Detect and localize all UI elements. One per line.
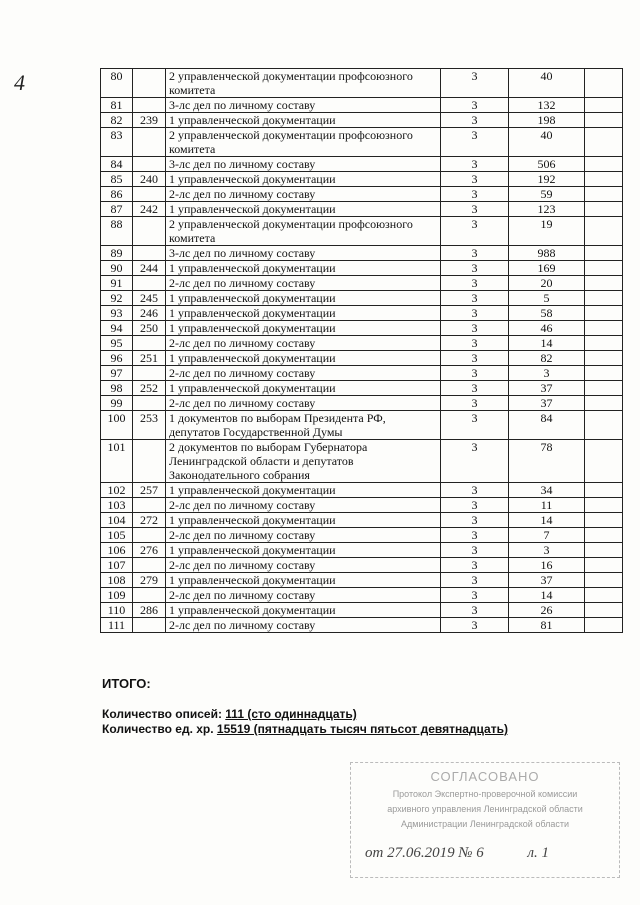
description-cell: 1 управленческой документации [166,483,441,498]
units-count-cell: 20 [509,276,585,291]
notes-cell [585,157,623,172]
table-row [101,276,623,291]
storage-units-value: 15519 (пятнадцать тысяч пятьсот девятнадцать) [216,722,508,736]
margin-mark: 4 [14,70,25,95]
table-row [101,483,623,498]
row-number-cell: 105 [101,528,133,543]
table-row [101,128,623,157]
description-cell: 2-лс дел по личному составу [166,366,441,381]
fund-number-cell: 272 [133,513,166,528]
storage-term-cell: 3 [441,306,509,321]
storage-term-cell: 3 [441,588,509,603]
notes-cell [585,543,623,558]
units-count-cell: 988 [509,246,585,261]
fund-number-cell: 239 [133,113,166,128]
row-number-cell: 96 [101,351,133,366]
table-row [101,321,623,336]
row-number-cell: 93 [101,306,133,321]
fund-number-cell: 246 [133,306,166,321]
notes-cell [585,172,623,187]
notes-cell [585,381,623,396]
inventories-count-value: 111 (сто одиннадцать) [225,707,357,721]
description-cell: 2-лс дел по личному составу [166,558,441,573]
table-row [101,306,623,321]
storage-term-cell: 3 [441,543,509,558]
fund-number-cell [133,128,166,157]
description-cell: 2 управленческой документации профсоюзного комитета [166,128,441,157]
totals-heading: ИТОГО: [102,676,151,691]
notes-cell [585,396,623,411]
inventories-count-label: Количество описей: [102,707,222,721]
row-number-cell: 103 [101,498,133,513]
fund-number-cell [133,366,166,381]
units-count-cell: 5 [509,291,585,306]
row-number-cell: 91 [101,276,133,291]
units-count-cell: 3 [509,543,585,558]
units-count-cell: 506 [509,157,585,172]
description-cell: 2-лс дел по личному составу [166,276,441,291]
stamp-sheet: л. 1 [527,845,550,861]
fund-number-cell [133,69,166,98]
fund-number-cell [133,396,166,411]
notes-cell [585,440,623,483]
description-cell: 2-лс дел по личному составу [166,396,441,411]
stamp-date-line [351,845,619,862]
storage-term-cell: 3 [441,202,509,217]
units-count-cell: 14 [509,336,585,351]
units-count-cell: 14 [509,588,585,603]
stamp-line-2: архивного управления Ленинградской области [387,804,583,814]
fund-number-cell: 253 [133,411,166,440]
units-count-cell: 192 [509,172,585,187]
notes-cell [585,69,623,98]
storage-term-cell: 3 [441,69,509,98]
fund-number-cell: 245 [133,291,166,306]
table-row [101,217,623,246]
fund-number-cell [133,440,166,483]
storage-term-cell: 3 [441,246,509,261]
description-cell: 1 управленческой документации [166,603,441,618]
fund-number-cell: 286 [133,603,166,618]
units-count-cell: 59 [509,187,585,202]
notes-cell [585,411,623,440]
storage-term-cell: 3 [441,498,509,513]
description-cell: 1 управленческой документации [166,291,441,306]
table-row [101,603,623,618]
notes-cell [585,498,623,513]
fund-number-cell [133,187,166,202]
units-count-cell: 3 [509,366,585,381]
table-row [101,202,623,217]
fund-number-cell [133,588,166,603]
notes-cell [585,558,623,573]
table-row [101,172,623,187]
storage-term-cell: 3 [441,528,509,543]
row-number-cell: 92 [101,291,133,306]
units-count-cell: 11 [509,498,585,513]
description-cell: 1 управленческой документации [166,202,441,217]
row-number-cell: 102 [101,483,133,498]
fund-number-cell: 276 [133,543,166,558]
row-number-cell: 80 [101,69,133,98]
notes-cell [585,217,623,246]
row-number-cell: 107 [101,558,133,573]
table-row [101,588,623,603]
notes-cell [585,202,623,217]
units-count-cell: 58 [509,306,585,321]
table-row [101,187,623,202]
row-number-cell: 111 [101,618,133,633]
description-cell: 3-лс дел по личному составу [166,246,441,261]
description-cell: 2-лс дел по личному составу [166,618,441,633]
table-row [101,513,623,528]
units-count-cell: 132 [509,98,585,113]
description-cell: 3-лс дел по личному составу [166,157,441,172]
fund-number-cell: 279 [133,573,166,588]
table-row [101,411,623,440]
storage-term-cell: 3 [441,113,509,128]
notes-cell [585,261,623,276]
notes-cell [585,366,623,381]
table-row [101,98,623,113]
notes-cell [585,276,623,291]
notes-cell [585,113,623,128]
storage-term-cell: 3 [441,381,509,396]
fund-number-cell: 257 [133,483,166,498]
storage-term-cell: 3 [441,366,509,381]
table-row [101,291,623,306]
description-cell: 2-лс дел по личному составу [166,498,441,513]
description-cell: 1 управленческой документации [166,113,441,128]
units-count-cell: 123 [509,202,585,217]
fund-number-cell [133,336,166,351]
storage-term-cell: 3 [441,172,509,187]
row-number-cell: 95 [101,336,133,351]
storage-term-cell: 3 [441,261,509,276]
row-number-cell: 108 [101,573,133,588]
table-row [101,366,623,381]
description-cell: 1 управленческой документации [166,351,441,366]
units-count-cell: 37 [509,396,585,411]
storage-term-cell: 3 [441,618,509,633]
notes-cell [585,98,623,113]
storage-term-cell: 3 [441,291,509,306]
storage-term-cell: 3 [441,336,509,351]
row-number-cell: 83 [101,128,133,157]
inventory-table [100,68,623,633]
units-count-cell: 37 [509,573,585,588]
approval-stamp [350,762,620,878]
storage-term-cell: 3 [441,128,509,157]
table-row [101,396,623,411]
description-cell: 2-лс дел по личному составу [166,336,441,351]
stamp-line-1: Протокол Экспертно-проверочной комиссии [392,789,578,799]
notes-cell [585,336,623,351]
table-row [101,113,623,128]
fund-number-cell: 244 [133,261,166,276]
storage-term-cell: 3 [441,276,509,291]
storage-term-cell: 3 [441,351,509,366]
row-number-cell: 85 [101,172,133,187]
table-row [101,336,623,351]
storage-term-cell: 3 [441,440,509,483]
table-row [101,351,623,366]
description-cell: 2 управленческой документации профсоюзного комитета [166,69,441,98]
description-cell: 1 управленческой документации [166,543,441,558]
units-count-cell: 26 [509,603,585,618]
fund-number-cell: 252 [133,381,166,396]
storage-units-line [102,722,508,737]
fund-number-cell [133,618,166,633]
row-number-cell: 84 [101,157,133,172]
description-cell: 1 документов по выборам Президента РФ, депутатов Государственной Думы [166,411,441,440]
inventories-count-line [102,707,508,722]
fund-number-cell: 251 [133,351,166,366]
row-number-cell: 90 [101,261,133,276]
row-number-cell: 86 [101,187,133,202]
notes-cell [585,351,623,366]
storage-term-cell: 3 [441,483,509,498]
stamp-line-3: Администрации Ленинградской области [401,819,569,829]
table-row [101,543,623,558]
notes-cell [585,513,623,528]
storage-term-cell: 3 [441,187,509,202]
units-count-cell: 82 [509,351,585,366]
notes-cell [585,528,623,543]
fund-number-cell [133,217,166,246]
units-count-cell: 19 [509,217,585,246]
notes-cell [585,306,623,321]
notes-cell [585,603,623,618]
row-number-cell: 97 [101,366,133,381]
units-count-cell: 14 [509,513,585,528]
description-cell: 1 управленческой документации [166,381,441,396]
notes-cell [585,483,623,498]
row-number-cell: 88 [101,217,133,246]
units-count-cell: 78 [509,440,585,483]
storage-units-label: Количество ед. хр. [102,722,214,736]
row-number-cell: 99 [101,396,133,411]
notes-cell [585,187,623,202]
fund-number-cell: 250 [133,321,166,336]
table-row [101,618,623,633]
units-count-cell: 81 [509,618,585,633]
description-cell: 2 управленческой документации профсоюзного комитета [166,217,441,246]
units-count-cell: 169 [509,261,585,276]
notes-cell [585,321,623,336]
description-cell: 1 управленческой документации [166,573,441,588]
fund-number-cell: 240 [133,172,166,187]
row-number-cell: 98 [101,381,133,396]
totals-section [102,676,508,737]
units-count-cell: 40 [509,69,585,98]
notes-cell [585,588,623,603]
fund-number-cell [133,528,166,543]
description-cell: 2 документов по выборам Губернатора Ленинградской области и депутатов Законодательного собрания [166,440,441,483]
description-cell: 1 управленческой документации [166,172,441,187]
row-number-cell: 100 [101,411,133,440]
storage-term-cell: 3 [441,396,509,411]
description-cell: 1 управленческой документации [166,513,441,528]
row-number-cell: 104 [101,513,133,528]
row-number-cell: 87 [101,202,133,217]
stamp-title: СОГЛАСОВАНО [430,769,540,784]
notes-cell [585,618,623,633]
units-count-cell: 84 [509,411,585,440]
fund-number-cell [133,498,166,513]
table-row [101,69,623,98]
units-count-cell: 198 [509,113,585,128]
table-row [101,498,623,513]
fund-number-cell: 242 [133,202,166,217]
storage-term-cell: 3 [441,98,509,113]
storage-term-cell: 3 [441,513,509,528]
description-cell: 1 управленческой документации [166,261,441,276]
table-row [101,381,623,396]
inventory-table-body [101,69,623,633]
notes-cell [585,128,623,157]
storage-term-cell: 3 [441,558,509,573]
units-count-cell: 16 [509,558,585,573]
row-number-cell: 94 [101,321,133,336]
row-number-cell: 110 [101,603,133,618]
stamp-date: от 27.06.2019 № 6 [365,845,484,861]
fund-number-cell [133,98,166,113]
storage-term-cell: 3 [441,217,509,246]
storage-term-cell: 3 [441,411,509,440]
units-count-cell: 37 [509,381,585,396]
storage-term-cell: 3 [441,157,509,172]
description-cell: 1 управленческой документации [166,306,441,321]
fund-number-cell [133,558,166,573]
table-row [101,157,623,172]
description-cell: 3-лс дел по личному составу [166,98,441,113]
table-row [101,573,623,588]
description-cell: 2-лс дел по личному составу [166,588,441,603]
storage-term-cell: 3 [441,321,509,336]
row-number-cell: 81 [101,98,133,113]
fund-number-cell [133,276,166,291]
fund-number-cell [133,246,166,261]
table-row [101,440,623,483]
table-row [101,246,623,261]
table-row [101,558,623,573]
description-cell: 2-лс дел по личному составу [166,187,441,202]
units-count-cell: 46 [509,321,585,336]
units-count-cell: 34 [509,483,585,498]
units-count-cell: 40 [509,128,585,157]
notes-cell [585,573,623,588]
fund-number-cell [133,157,166,172]
row-number-cell: 109 [101,588,133,603]
description-cell: 1 управленческой документации [166,321,441,336]
table-row [101,261,623,276]
row-number-cell: 89 [101,246,133,261]
notes-cell [585,291,623,306]
notes-cell [585,246,623,261]
units-count-cell: 7 [509,528,585,543]
row-number-cell: 101 [101,440,133,483]
row-number-cell: 82 [101,113,133,128]
description-cell: 2-лс дел по личному составу [166,528,441,543]
storage-term-cell: 3 [441,573,509,588]
row-number-cell: 106 [101,543,133,558]
table-row [101,528,623,543]
storage-term-cell: 3 [441,603,509,618]
